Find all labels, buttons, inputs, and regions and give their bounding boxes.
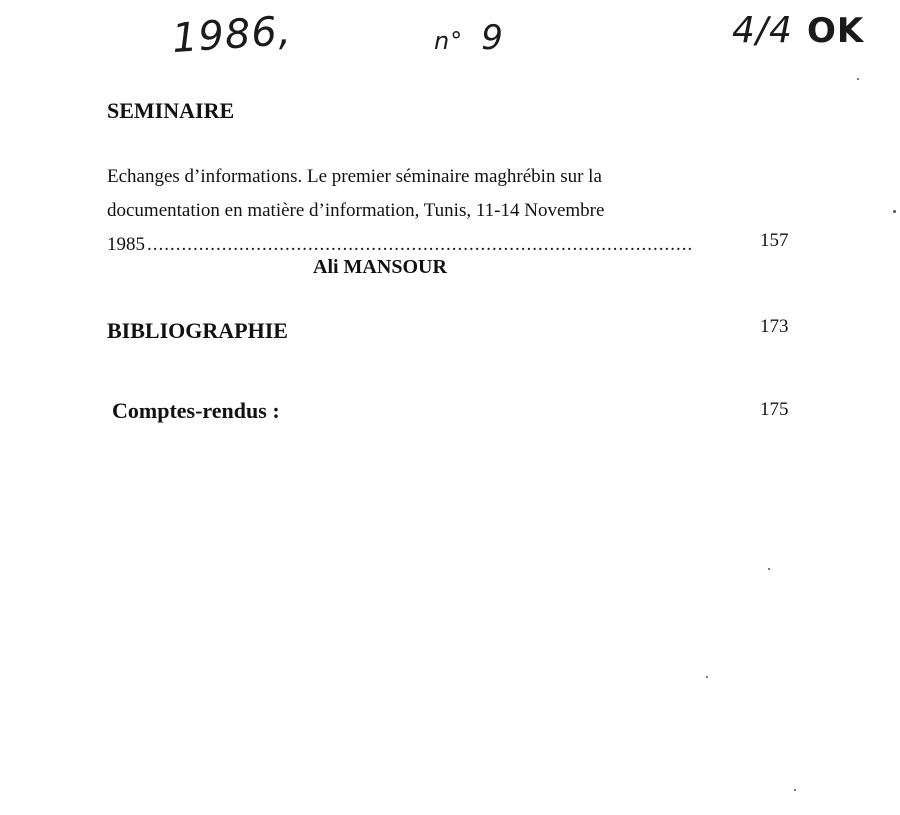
toc-entry-seminaire (107, 160, 727, 262)
scan-speck (706, 676, 708, 678)
handwritten-issue (434, 18, 504, 58)
section-heading-seminaire: SEMINAIRE (107, 98, 235, 123)
page-number-comptes-rendus: 175 (760, 399, 789, 420)
page-number-bibliographie: 173 (760, 316, 789, 337)
scan-speck (794, 789, 796, 791)
page-number-seminaire: 157 (760, 230, 789, 251)
handwritten-count-value: 4/4 (732, 10, 793, 51)
entry-line-2: documentation en matière d’information, Tunis, 11-14 Novembre (107, 200, 605, 221)
handwritten-issue-number: 9 (481, 18, 504, 58)
entry-author: Ali MANSOUR (313, 256, 447, 278)
entry-line-3-text: 1985 (107, 234, 145, 255)
section-heading-comptes-rendus: Comptes-rendus : (112, 398, 280, 423)
scan-speck (893, 210, 896, 213)
scan-speck (768, 568, 770, 570)
handwritten-year: 1986, (170, 7, 293, 63)
scan-speck (857, 78, 859, 80)
handwritten-status: OK (806, 11, 865, 51)
handwritten-count (732, 10, 864, 51)
handwritten-issue-label: n° (434, 27, 464, 55)
section-heading-bibliographie: BIBLIOGRAPHIE (107, 318, 288, 343)
entry-line-1: Echanges d’informations. Le premier séminaire maghrébin sur la (107, 166, 602, 187)
